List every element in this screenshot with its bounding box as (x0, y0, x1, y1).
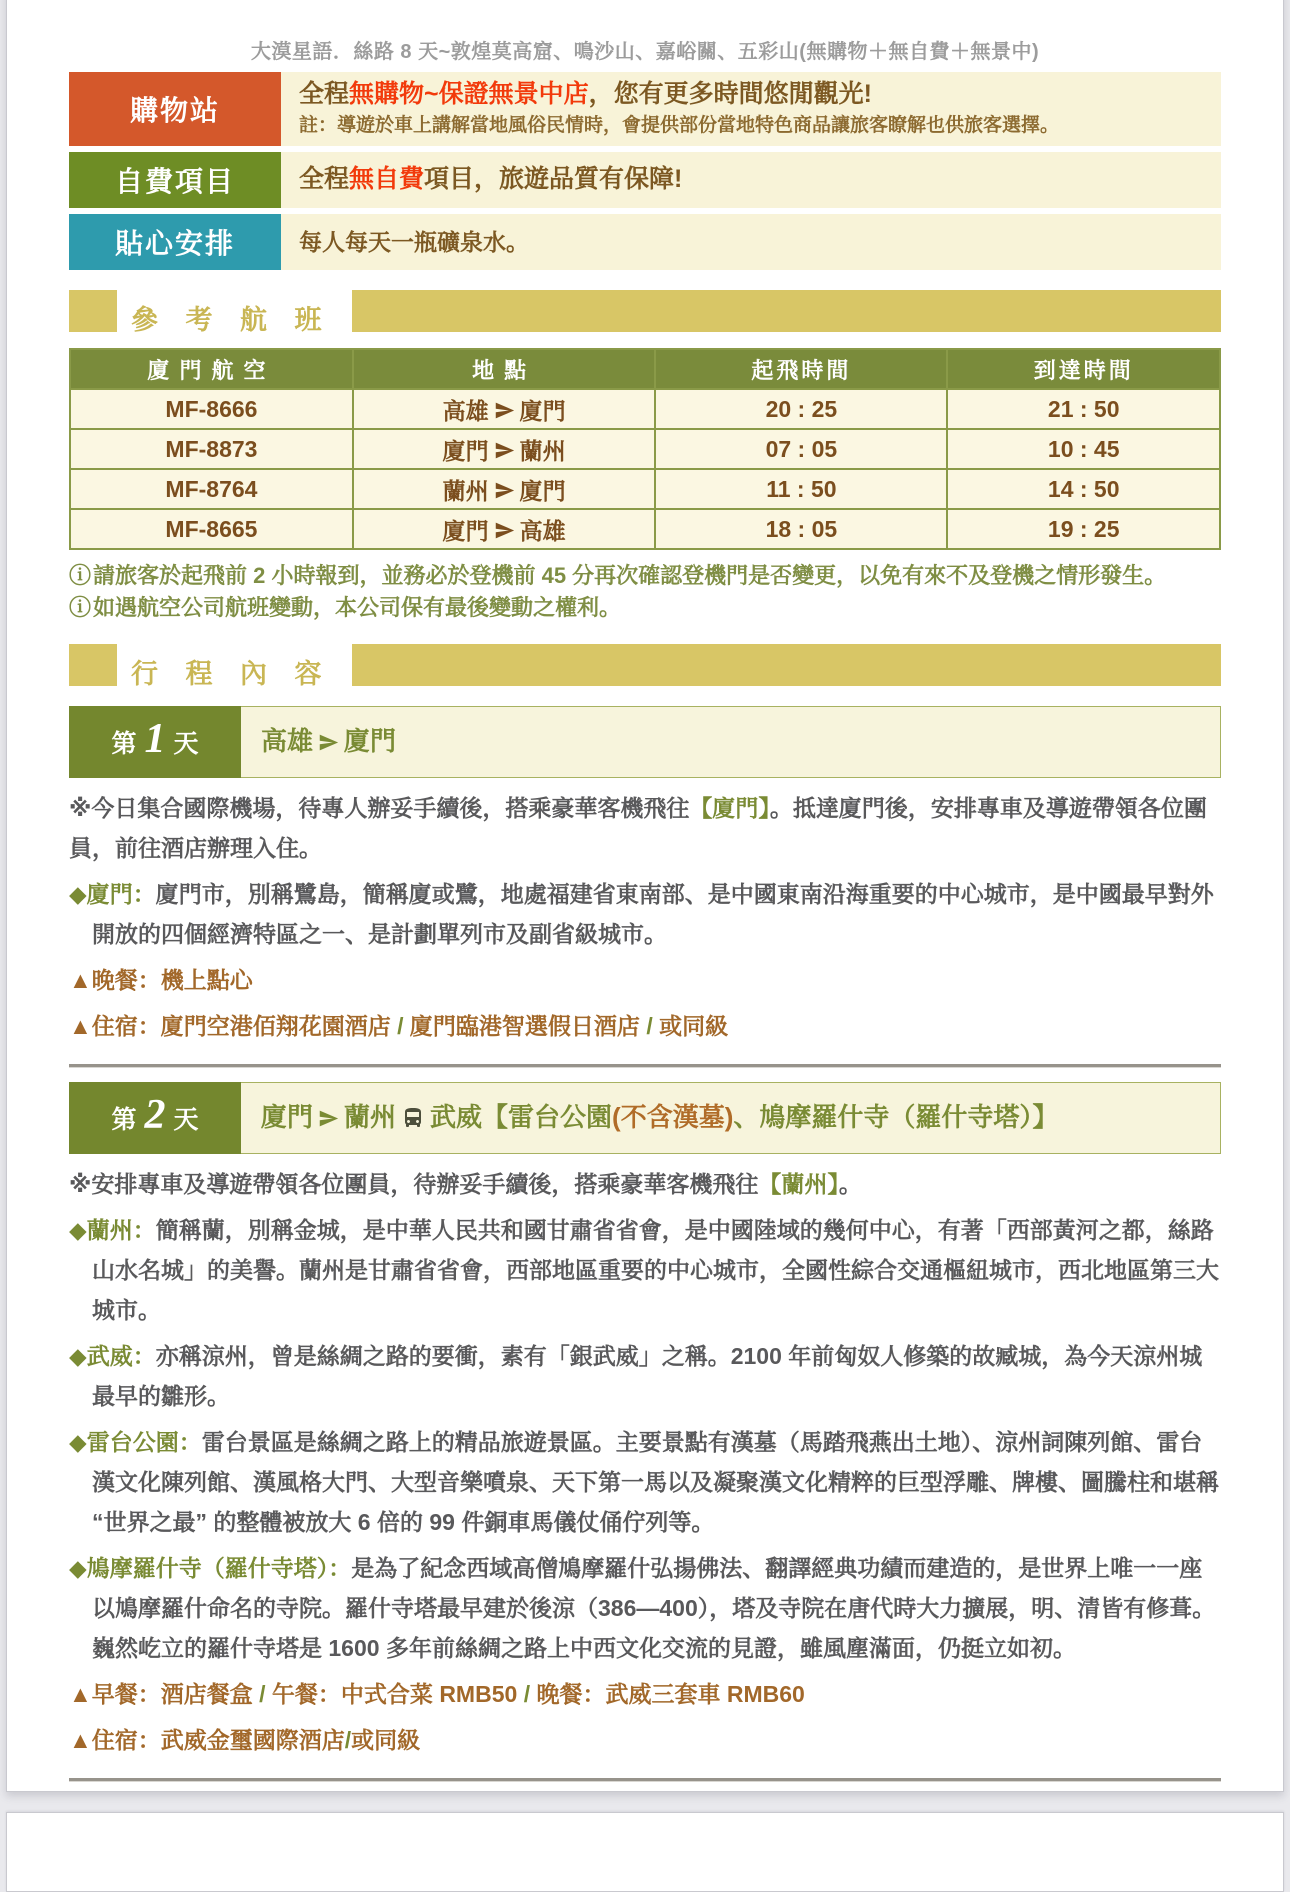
flight-row (70, 509, 1220, 549)
plane-icon (494, 520, 515, 541)
day-number: 1 (144, 716, 166, 763)
itinerary-paragraph (69, 960, 1221, 1000)
itinerary-paragraph (69, 788, 1221, 868)
feature-line (299, 226, 1203, 258)
feature-line (299, 78, 1203, 112)
itinerary-paragraph (69, 1422, 1221, 1542)
flight-departure: 20 : 25 (655, 389, 947, 429)
text-run: / (344, 1727, 352, 1754)
info-icon: ⓘ (69, 595, 92, 621)
flight-departure: 18 : 05 (655, 509, 947, 549)
day-prefix: 第 (111, 730, 137, 759)
day2-number-box (69, 1082, 241, 1154)
feature-body (281, 152, 1221, 208)
text-run: ※安排專車及導遊帶領各位團員，待辦妥手續後，搭乘豪華客機飛往 (69, 1171, 759, 1198)
text-run: 項目，旅遊品質有保障! (424, 165, 683, 194)
text-run: 雷台景區是絲綢之路上的精品旅遊景區。主要景點有漢墓（馬踏飛燕出土地）、涼州詞陳列館、雷台漢文化陳列館、漢風格大門、大型音樂噴泉、天下第一馬以及凝聚漢文化精粹的巨型浮雕、牌樓、圖騰柱和堪稱 “世界之最” 的整體被放大 6 倍的 99 件銅車馬儀仗俑佇列等。 (92, 1429, 1219, 1536)
text-run: 廈門 (344, 726, 397, 757)
flight-number: MF-8665 (70, 509, 353, 549)
day1-title (241, 706, 1221, 778)
feature-label: 貼心安排 (69, 214, 281, 270)
text-run: 無購物~保證無景中店 (349, 80, 589, 108)
section-title-itinerary: 行 程 內 容 (117, 644, 352, 698)
flight-table (69, 348, 1221, 550)
itinerary-paragraph (69, 874, 1221, 954)
text-run: ◆ (69, 881, 87, 908)
section-title-flights: 參 考 航 班 (117, 290, 352, 344)
text-run: (不含漢墓) (612, 1102, 734, 1133)
flight-table-header (70, 349, 1220, 389)
section-bar-itinerary (69, 644, 1221, 698)
flight-arrival: 14 : 50 (947, 469, 1220, 509)
day2-title (241, 1082, 1221, 1154)
feature-line (299, 163, 1203, 197)
doc-title: 大漠星語．絲路 8 天~敦煌莫高窟、鳴沙山、嘉峪關、五彩山(無購物＋無自費＋無景中) (250, 41, 1040, 63)
flight-number: MF-8873 (70, 429, 353, 469)
flight-route: 蘭州 廈門 (353, 469, 655, 509)
text-run: 或同級 (351, 1727, 421, 1754)
feature-label: 自費項目 (69, 152, 281, 208)
day-divider (69, 1064, 1221, 1068)
feature-row (69, 72, 1221, 146)
day2-body (69, 1164, 1221, 1760)
col-arrival: 到達時間 (947, 349, 1220, 389)
text-run: 亦稱涼州，曾是絲綢之路的要衝，素有「銀武威」之稱。2100 年前匈奴人修築的故臧城，為今天涼州城最早的雛形。 (92, 1343, 1203, 1410)
document-page-1 (6, 0, 1284, 1792)
col-route: 地點 (353, 349, 655, 389)
day1-header (69, 706, 1221, 778)
text-run: ▲早餐：酒店餐盒 (69, 1681, 260, 1708)
text-run: ▲住宿：武威金璽國際酒店 (69, 1727, 345, 1754)
text-run: 武威【雷台公園 (430, 1102, 613, 1133)
col-airline: 廈門航空 (70, 349, 353, 389)
plane-icon (494, 480, 515, 501)
itinerary-paragraph (69, 1720, 1221, 1760)
text-run: 廈門臨港智選假日酒店 (403, 1013, 647, 1040)
feature-body (281, 72, 1221, 146)
plane-icon (318, 732, 339, 753)
itinerary-paragraph (69, 1210, 1221, 1330)
text-run: 廈門： (86, 881, 156, 908)
flight-departure: 07 : 05 (655, 429, 947, 469)
feature-row (69, 152, 1221, 208)
feature-row (69, 214, 1221, 270)
col-departure: 起飛時間 (655, 349, 947, 389)
text-run: 高雄 (261, 726, 314, 757)
text-run: ▲晚餐：機上點心 (69, 967, 253, 994)
text-run: 【蘭州】 (758, 1171, 839, 1198)
text-run: / (259, 1681, 266, 1708)
text-run: 午餐：中式合菜 RMB50 (265, 1681, 524, 1708)
flight-departure: 11 : 50 (655, 469, 947, 509)
itinerary-paragraph (69, 1674, 1221, 1714)
itinerary-paragraph (69, 1336, 1221, 1416)
flight-notes (69, 560, 1221, 624)
day2-header (69, 1082, 1221, 1154)
feature-rows (69, 72, 1221, 270)
flight-table-body (70, 389, 1220, 549)
flight-number: MF-8764 (70, 469, 353, 509)
text-run: 蘭州 (344, 1102, 397, 1133)
text-run: 鳩摩羅什寺（羅什寺塔）： (86, 1555, 352, 1582)
text-run: 簡稱蘭，別稱金城，是中華人民共和國甘肅省省會，是中國陸域的幾何中心，有著「西部黃河之都，絲路山水名城」的美譽。蘭州是甘肅省省會，西部地區重要的中心城市，全國性綜合交通樞紐城市，西北地區第三大城市。 (92, 1217, 1219, 1324)
day-suffix: 天 (173, 1106, 199, 1135)
text-run: 【廈門】 (689, 795, 770, 822)
flight-row (70, 429, 1220, 469)
flight-route: 廈門 蘭州 (353, 429, 655, 469)
plane-icon (494, 440, 515, 461)
text-run: 註：導遊於車上講解當地風俗民情時，會提供部份當地特色商品讓旅客瞭解也供旅客選擇。 (299, 114, 1060, 136)
text-run: 。 (838, 1171, 862, 1198)
text-run: ，您有更多時間悠閒觀光! (588, 80, 872, 108)
feature-body (281, 214, 1221, 270)
text-run: 、鳩摩羅什寺（羅什寺塔）】 (733, 1102, 1059, 1133)
feature-label: 購物站 (69, 72, 281, 146)
document-page-2 (6, 1812, 1284, 1892)
day-divider (69, 1778, 1221, 1782)
flight-number: MF-8666 (70, 389, 353, 429)
flight-arrival: 21 : 50 (947, 389, 1220, 429)
text-run: ◆ (69, 1343, 87, 1370)
plane-icon (318, 1108, 339, 1129)
text-run: 全程 (299, 165, 350, 194)
flight-route: 廈門 高雄 (353, 509, 655, 549)
day1-body (69, 788, 1221, 1046)
text-run: 無自費 (349, 165, 425, 194)
text-run: ▲住宿：廈門空港佰翔花園酒店 (69, 1013, 398, 1040)
section-bar-flights (69, 290, 1221, 344)
itinerary-paragraph (69, 1548, 1221, 1668)
day-prefix: 第 (111, 1106, 137, 1135)
flight-note: ⓘ請旅客於起飛前 2 小時報到，並務必於登機前 45 分再次確認登機門是否變更，以免有來不及登機之情形發生。 (69, 563, 1167, 589)
text-run: 。抵達廈門後，安排專車及導遊帶領各位團員，前往酒店辦理入住。 (69, 795, 1207, 862)
text-run: ※今日集合國際機場，待專人辦妥手續後，搭乘豪華客機飛往 (69, 795, 690, 822)
bus-icon (401, 1106, 425, 1130)
text-run: 雷台公園： (86, 1429, 202, 1456)
text-run: 全程 (299, 80, 350, 108)
text-run: / (397, 1013, 404, 1040)
itinerary-paragraph (69, 1006, 1221, 1046)
text-run: 蘭州： (86, 1217, 156, 1244)
flight-route: 高雄 廈門 (353, 389, 655, 429)
flight-row (70, 389, 1220, 429)
text-run: 晚餐：武威三套車 RMB60 (530, 1681, 805, 1708)
text-run: 廈門市，別稱鷺島，簡稱廈或鷺，地處福建省東南部、是中國東南沿海重要的中心城市，是中國最早對外開放的四個經濟特區之一、是計劃單列市及副省級城市。 (92, 881, 1214, 948)
text-run: 或同級 (652, 1013, 729, 1040)
day1-number-box (69, 706, 241, 778)
text-run: / (523, 1681, 531, 1708)
flight-arrival: 19 : 25 (947, 509, 1220, 549)
text-run: 武威： (86, 1343, 156, 1370)
flight-note: ⓘ如遇航空公司航班變動，本公司保有最後變動之權利。 (69, 595, 622, 621)
page-content (7, 0, 1283, 1782)
flight-arrival: 10 : 45 (947, 429, 1220, 469)
itinerary-paragraph (69, 1164, 1221, 1204)
feature-line (299, 112, 1203, 141)
plane-icon (494, 400, 515, 421)
text-run: 每人每天一瓶礦泉水。 (299, 229, 529, 256)
text-run: ◆ (69, 1217, 87, 1244)
text-run: ◆ (69, 1555, 87, 1582)
text-run: / (646, 1013, 653, 1040)
flight-row (70, 469, 1220, 509)
text-run: 是為了紀念西域高僧鳩摩羅什弘揚佛法、翻譯經典功績而建造的，是世界上唯一一座以鳩摩羅什命名的寺院。羅什寺塔最早建於後涼（386—400），塔及寺院在唐代時大力擴展，明、清皆有修葺。巍然屹立的羅什寺塔是 1600 多年前絲綢之路上中西文化交流的見證，雖風塵滿面，仍挺立如初。 (92, 1555, 1216, 1662)
info-icon: ⓘ (69, 563, 92, 589)
text-run: 廈門 (261, 1102, 314, 1133)
text-run: ◆ (69, 1429, 87, 1456)
day-number: 2 (144, 1092, 166, 1139)
day-suffix: 天 (173, 730, 199, 759)
